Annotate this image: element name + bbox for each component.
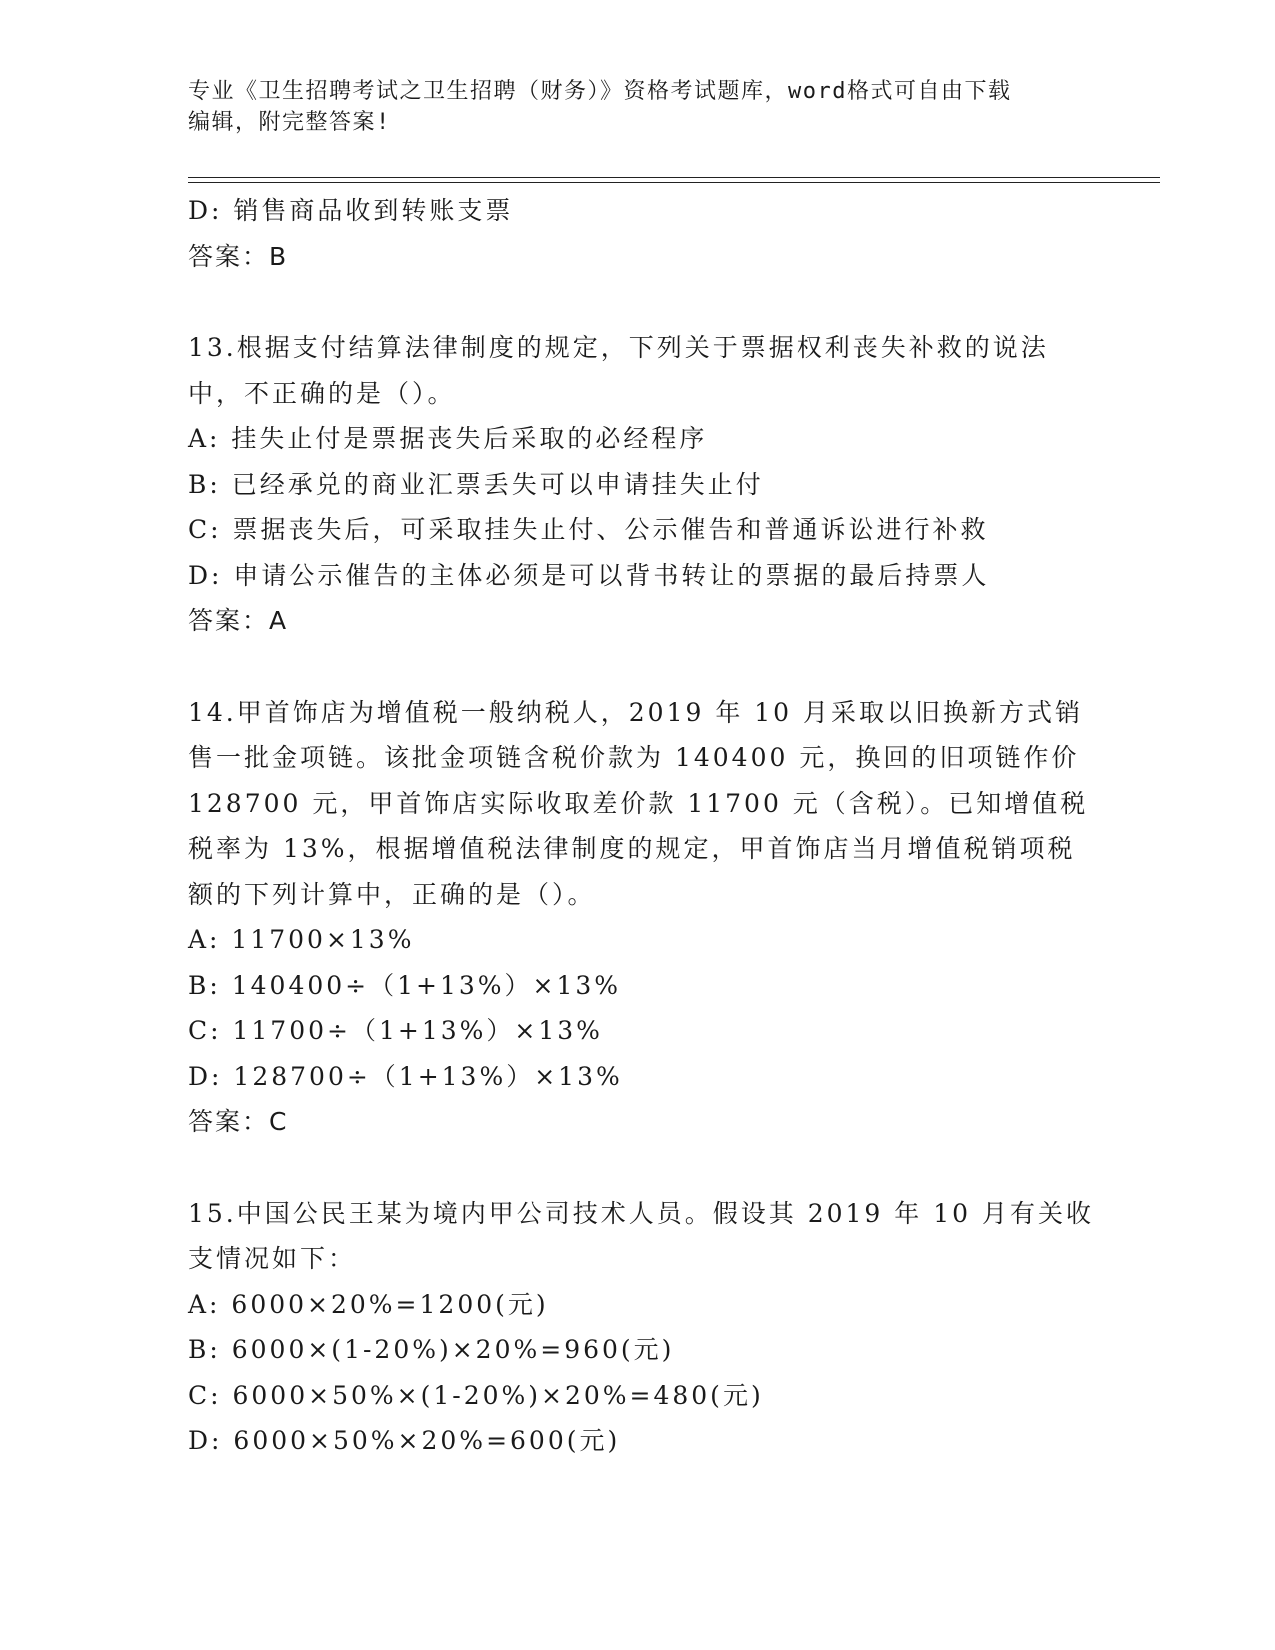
document-body — [188, 188, 1094, 1464]
prev-answer: 答案：B — [188, 241, 289, 271]
question-14-stem-line-2: 售一批金项链。该批金项链含税价款为 140400 元，换回的旧项链作价 — [188, 743, 1080, 772]
header-line-2: 编辑，附完整答案! — [188, 110, 391, 135]
spacer — [188, 644, 1088, 690]
question-14-stem-line-4: 税率为 13%，根据增值税法律制度的规定，甲首饰店当月增值税销项税 — [188, 834, 1076, 863]
question-13 — [188, 325, 1088, 644]
question-13-option-a: A: 挂失止付是票据丧失后采取的必经程序 — [188, 424, 708, 453]
question-13-answer: 答案：A — [188, 606, 289, 635]
question-15-stem-line-2: 支情况如下： — [188, 1244, 357, 1273]
question-15-stem-line-1: 15.中国公民王某为境内甲公司技术人员。假设其 2019 年 10 月有关收 — [188, 1198, 1094, 1228]
header-divider-top — [188, 177, 1160, 178]
question-13-option-b: B: 已经承兑的商业汇票丢失可以申请挂失止付 — [188, 469, 764, 499]
question-13-option-c: C: 票据丧失后，可采取挂失止付、公示催告和普通诉讼进行补救 — [188, 515, 989, 544]
spacer — [188, 279, 1088, 325]
question-13-option-d: D: 申请公示催告的主体必须是可以背书转让的票据的最后持票人 — [188, 560, 990, 590]
question-13-stem-line-1: 13.根据支付结算法律制度的规定，下列关于票据权利丧失补救的说法 — [188, 333, 1049, 362]
header-divider-bottom — [188, 182, 1160, 183]
question-14-option-a: A: 11700×13% — [188, 925, 415, 954]
question-14-stem-line-5: 额的下列计算中，正确的是（）。 — [188, 879, 596, 909]
spacer — [188, 1145, 1088, 1191]
prev-option-d: D: 销售商品收到转账支票 — [188, 196, 514, 225]
document-header — [188, 76, 1088, 138]
question-15-option-c: C: 6000×50%×(1-20%)×20%=480(元) — [188, 1380, 764, 1410]
question-14 — [188, 690, 1088, 1145]
question-15 — [188, 1191, 1094, 1464]
question-14-option-b: B: 140400÷（1+13%）×13% — [188, 970, 622, 1000]
question-15-option-a: A: 6000×20%=1200(元) — [188, 1289, 549, 1319]
question-14-option-c: C: 11700÷（1+13%）×13% — [188, 1016, 603, 1045]
question-13-stem-line-2: 中，不正确的是（）。 — [188, 378, 456, 408]
question-14-stem-line-1: 14.甲首饰店为增值税一般纳税人，2019 年 10 月采取以旧换新方式销 — [188, 697, 1084, 727]
question-15-option-d: D: 6000×50%×20%=600(元) — [188, 1426, 621, 1455]
question-14-answer: 答案：C — [188, 1107, 289, 1136]
question-14-stem-line-3: 128700 元，甲首饰店实际收取差价款 11700 元（含税）。已知增值税 — [188, 788, 1089, 818]
header-line-1: 专业《卫生招聘考试之卫生招聘（财务）》资格考试题库，word格式可自由下载 — [188, 79, 1012, 104]
question-14-option-d: D: 128700÷（1+13%）×13% — [188, 1061, 623, 1091]
question-15-option-b: B: 6000×(1-20%)×20%=960(元) — [188, 1335, 675, 1364]
